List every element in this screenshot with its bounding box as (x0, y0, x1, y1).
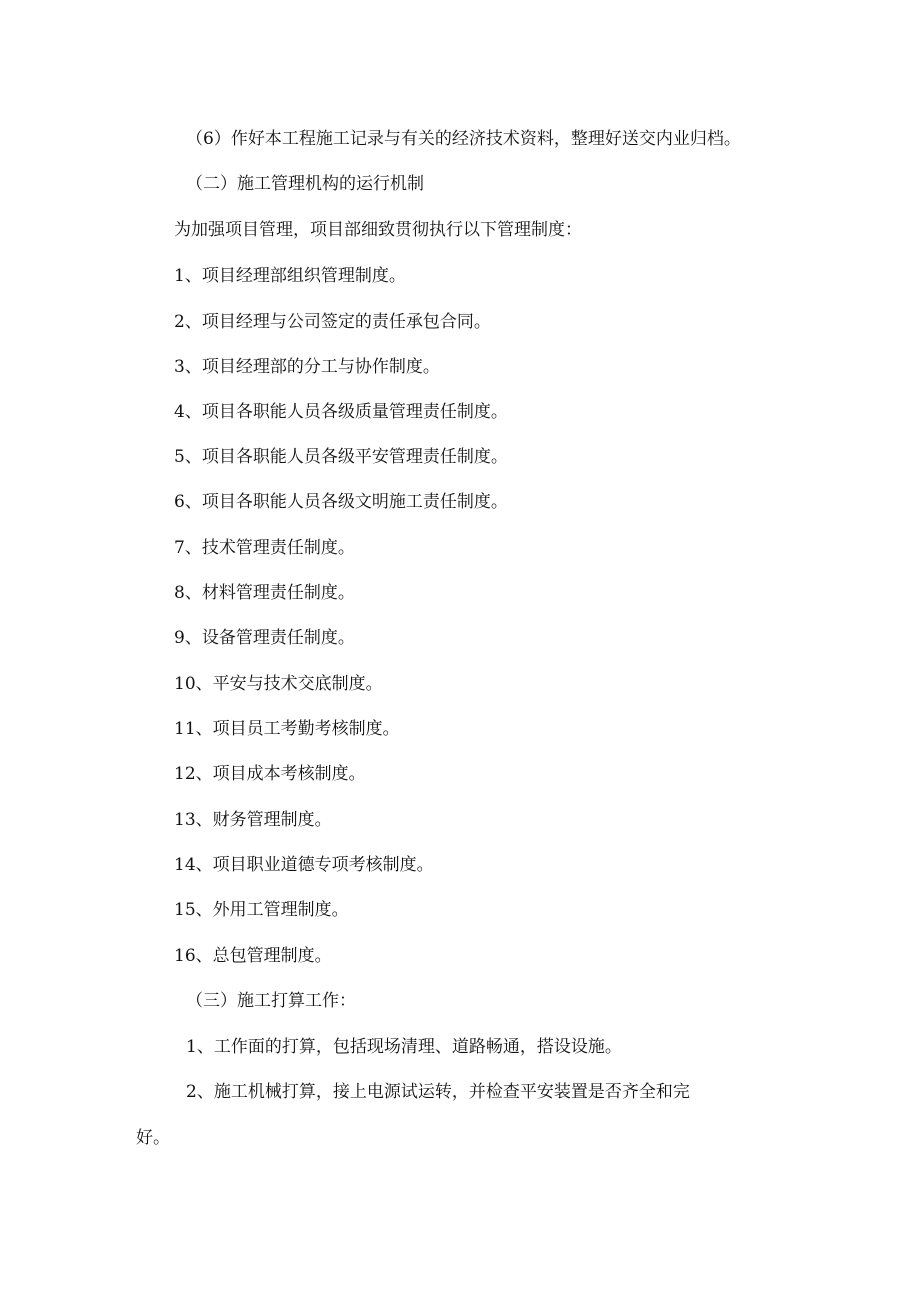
section-heading-3: （三）施工打算工作： (186, 991, 356, 1011)
regulation-item-6: 6、项目各职能人员各级文明施工责任制度。 (174, 492, 508, 512)
section-heading-2: （二）施工管理机构的运行机制 (186, 174, 424, 194)
regulation-item-5: 5、项目各职能人员各级平安管理责任制度。 (174, 447, 508, 467)
regulation-item-12: 12、项目成本考核制度。 (174, 764, 366, 784)
regulation-item-2: 2、项目经理与公司签定的责任承包合同。 (174, 312, 491, 332)
regulation-item-8: 8、材料管理责任制度。 (174, 583, 355, 603)
regulation-item-1: 1、项目经理部组织管理制度。 (174, 266, 406, 286)
regulation-item-4: 4、项目各职能人员各级质量管理责任制度。 (174, 402, 508, 422)
regulation-item-3: 3、项目经理部的分工与协作制度。 (174, 357, 440, 377)
regulation-item-11: 11、项目员工考勤考核制度。 (174, 719, 400, 739)
regulation-item-9: 9、设备管理责任制度。 (174, 628, 355, 648)
preparation-item-1: 1、工作面的打算，包括现场清理、道路畅通，搭设设施。 (186, 1037, 622, 1057)
regulation-item-10: 10、平安与技术交底制度。 (174, 674, 383, 694)
preparation-item-2: 2、施工机械打算，接上电源试运转，并检查平安装置是否齐全和完 (186, 1082, 690, 1102)
regulation-item-16: 16、总包管理制度。 (174, 946, 332, 966)
regulation-item-7: 7、技术管理责任制度。 (174, 538, 355, 558)
section-intro: 为加强项目管理，项目部细致贯彻执行以下管理制度： (174, 220, 582, 240)
regulation-item-13: 13、财务管理制度。 (174, 810, 332, 830)
regulation-item-14: 14、项目职业道德专项考核制度。 (174, 855, 434, 875)
preparation-item-2-continued: 好。 (136, 1128, 170, 1148)
regulation-item-15: 15、外用工管理制度。 (174, 900, 349, 920)
paragraph-item-6: （6）作好本工程施工记录与有关的经济技术资料，整理好送交内业归档。 (186, 129, 741, 149)
